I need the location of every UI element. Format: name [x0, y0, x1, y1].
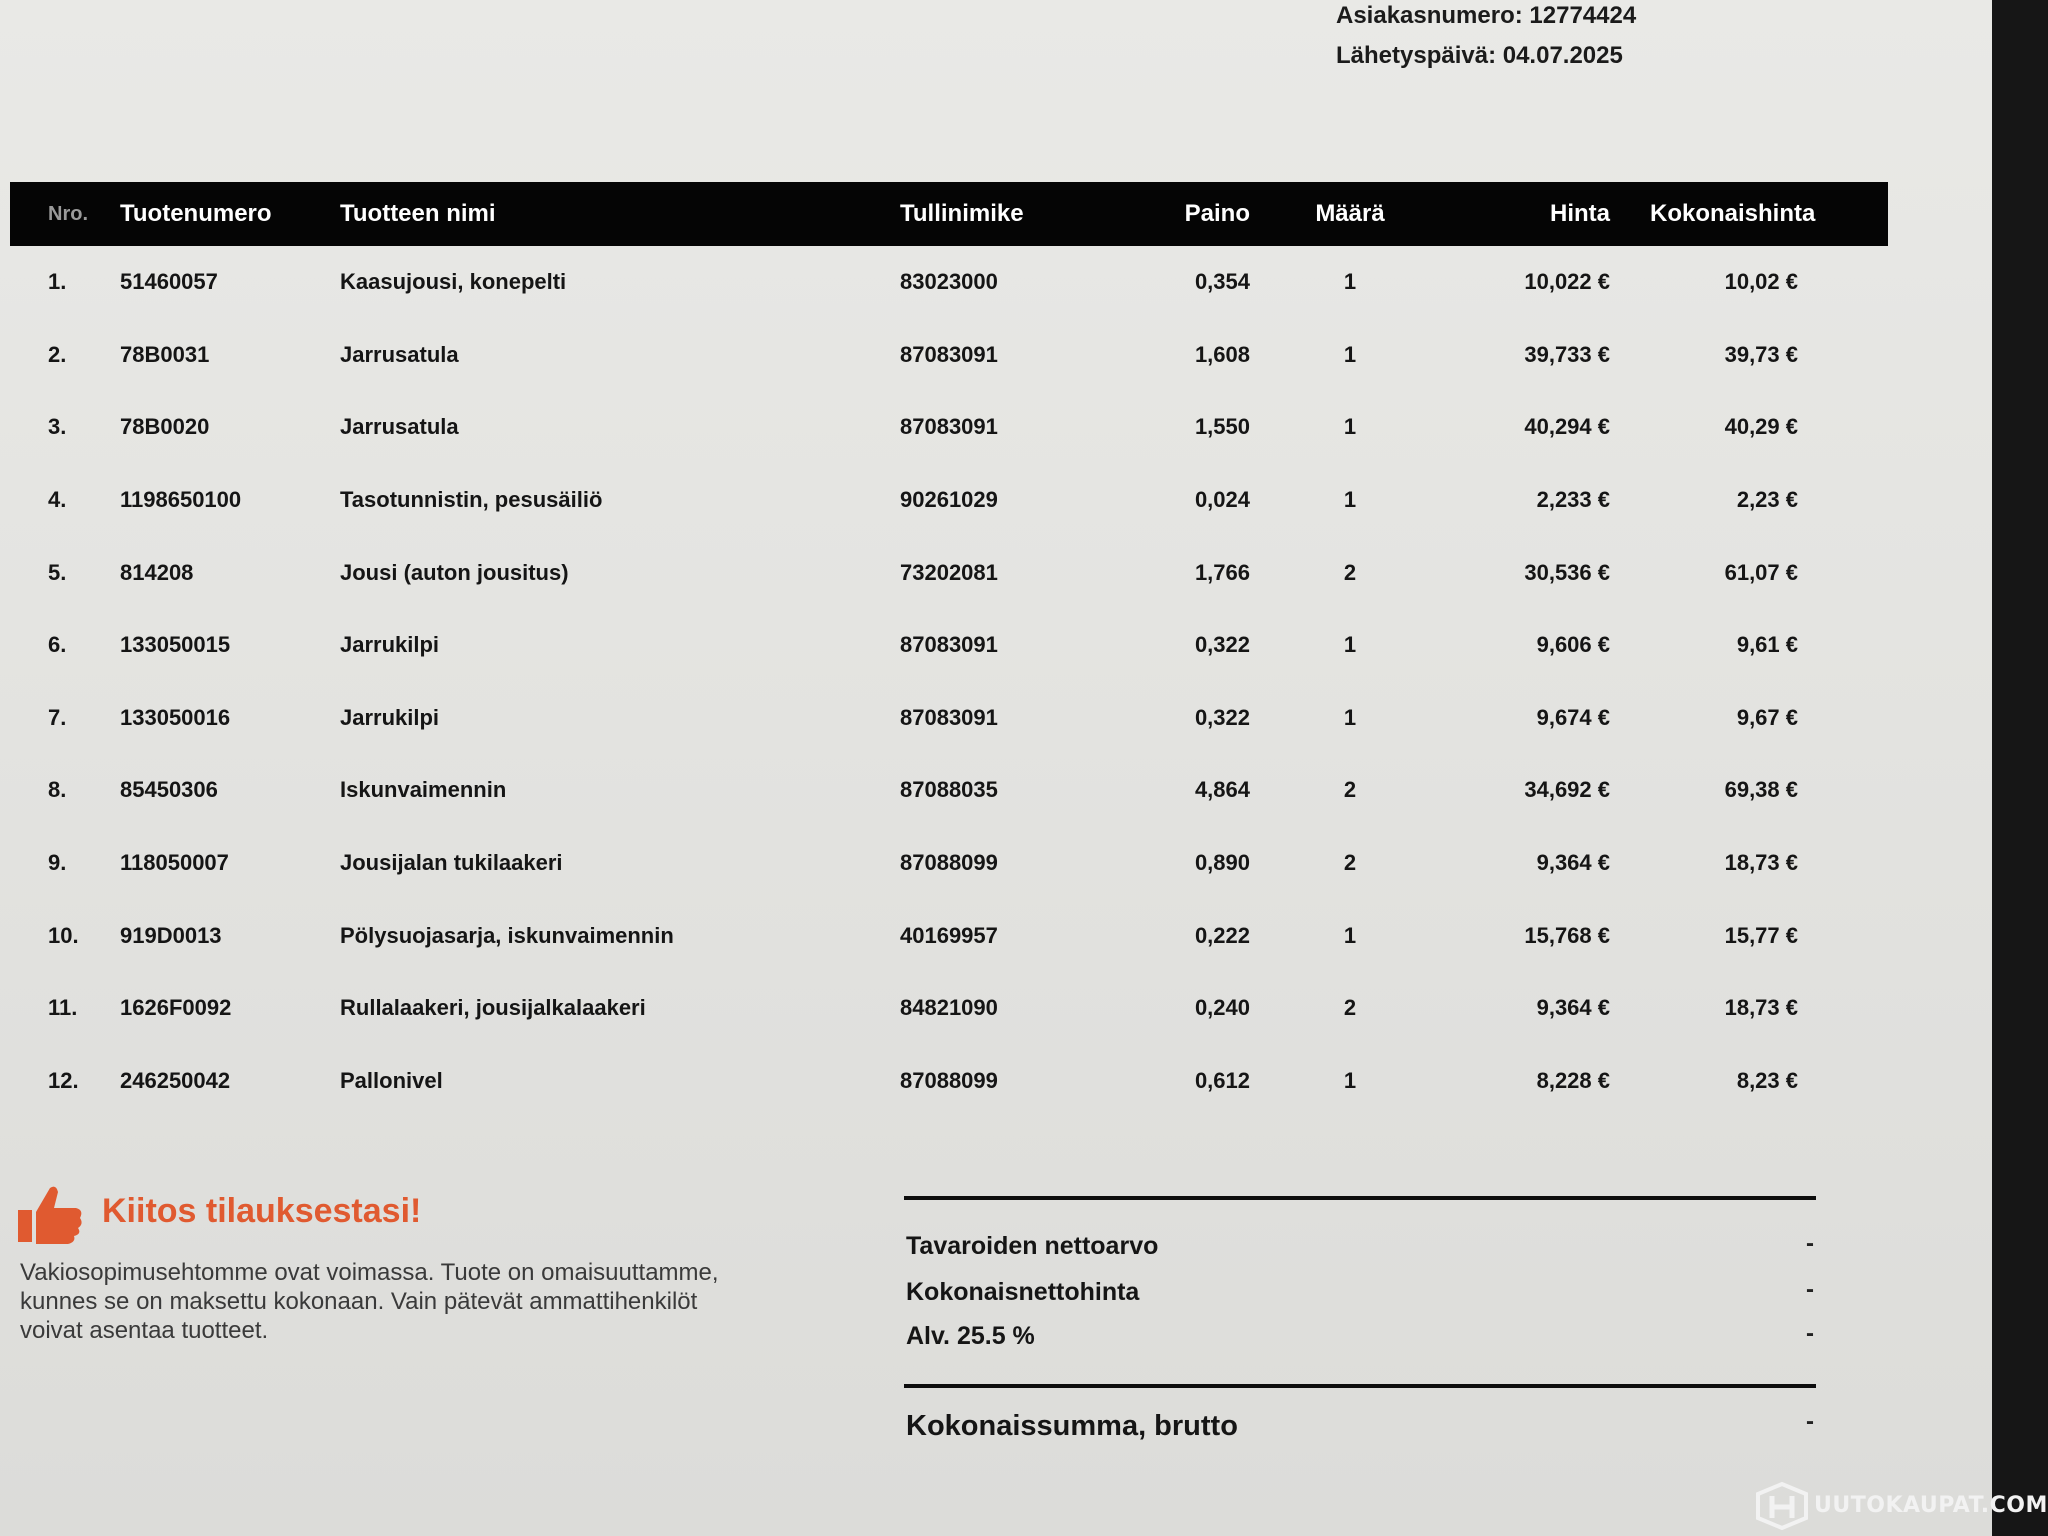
row-product-name: Rullalaakeri, jousijalkalaakeri: [340, 995, 646, 1021]
row-weight: 0,222: [1194, 922, 1250, 948]
row-price: 9,364 €: [1536, 995, 1610, 1021]
table-row: [10, 609, 1888, 682]
row-nro: 10.: [48, 922, 79, 948]
customer-number: Asiakasnumero: 12774424: [1336, 2, 1637, 29]
row-weight: 0,024: [1194, 487, 1250, 513]
ship-date: Lähetyspäivä: 04.07.2025: [1336, 42, 1623, 69]
row-part-number: 85450306: [120, 777, 218, 803]
col-header-part-number: Tuotenumero: [120, 200, 272, 227]
row-nro: 5.: [48, 559, 67, 585]
vat-value: -: [1806, 1320, 1814, 1347]
row-nro: 6.: [48, 632, 67, 658]
row-total-price: 9,61 €: [1736, 632, 1798, 658]
row-total-price: 61,07 €: [1724, 559, 1798, 585]
row-total-price: 18,73 €: [1724, 850, 1798, 876]
row-part-number: 133050016: [120, 704, 231, 730]
row-price: 40,294 €: [1524, 414, 1610, 440]
row-part-number: 1198650100: [120, 487, 242, 513]
table-row: [10, 682, 1888, 755]
row-price: 15,768 €: [1524, 922, 1610, 948]
row-price: 2,233 €: [1536, 487, 1610, 513]
row-part-number: 78B0020: [120, 414, 210, 440]
row-nro: 4.: [48, 487, 67, 513]
row-nro: 11.: [48, 995, 78, 1021]
table-row: [10, 899, 1888, 972]
row-nro: 8.: [48, 777, 67, 803]
row-product-name: Pallonivel: [340, 1067, 443, 1093]
row-weight: 0,322: [1194, 704, 1250, 730]
row-product-name: Jousi (auton jousitus): [340, 559, 569, 585]
row-quantity: 1: [1343, 704, 1357, 730]
row-total-price: 8,23 €: [1736, 1067, 1798, 1093]
items-table: [10, 182, 1888, 1117]
row-total-price: 15,77 €: [1724, 922, 1798, 948]
row-customs-code: 87083091: [900, 414, 998, 440]
row-price: 39,733 €: [1524, 341, 1610, 367]
row-quantity: 1: [1343, 341, 1357, 367]
table-body: [10, 246, 1888, 1117]
col-header-weight: Paino: [1184, 200, 1250, 227]
thanks-title: Kiitos tilauksestasi!: [102, 1192, 422, 1230]
row-weight: 0,890: [1194, 850, 1250, 876]
table-row: [10, 1045, 1888, 1118]
table-row: [10, 246, 1888, 319]
row-quantity: 1: [1343, 487, 1357, 513]
row-quantity: 1: [1343, 632, 1357, 658]
row-customs-code: 40169957: [900, 922, 998, 948]
table-row: [10, 972, 1888, 1045]
net-goods-value: -: [1806, 1230, 1814, 1257]
gross-total-value: -: [1806, 1408, 1814, 1435]
row-part-number: 51460057: [120, 269, 218, 295]
watermark-text: UUTOKAUPAT.COM: [1814, 1492, 2048, 1518]
row-quantity: 2: [1343, 995, 1357, 1021]
row-part-number: 118050007: [120, 850, 229, 876]
row-weight: 0,240: [1194, 995, 1250, 1021]
row-weight: 4,864: [1194, 777, 1250, 803]
row-nro: 7.: [48, 704, 67, 730]
row-weight: 1,608: [1194, 341, 1250, 367]
col-header-quantity: Määrä: [1315, 200, 1385, 227]
watermark: [1754, 1480, 2048, 1530]
row-part-number: 919D0013: [120, 922, 222, 948]
terms-text: Vakiosopimusehtomme ovat voimassa. Tuote on omaisuuttamme, kunnes se on maksettu kokonaan. Vain pätevät ammattihenkilöt voivat asentaa tuotteet.: [20, 1259, 719, 1344]
row-part-number: 1626F0092: [120, 995, 232, 1021]
row-nro: 1.: [48, 269, 67, 295]
row-product-name: Jousijalan tukilaakeri: [340, 850, 563, 876]
row-customs-code: 87088035: [900, 777, 998, 803]
row-nro: 9.: [48, 850, 67, 876]
row-price: 9,364 €: [1536, 850, 1610, 876]
row-nro: 3.: [48, 414, 67, 440]
row-total-price: 10,02 €: [1724, 269, 1798, 295]
table-row: [10, 827, 1888, 900]
row-customs-code: 73202081: [900, 559, 998, 585]
table-row: [10, 754, 1888, 827]
row-customs-code: 87088099: [900, 850, 998, 876]
row-price: 30,536 €: [1524, 559, 1610, 585]
thumbs-up-icon: [16, 1184, 84, 1246]
row-price: 8,228 €: [1536, 1067, 1610, 1093]
table-row: [10, 319, 1888, 392]
row-quantity: 1: [1343, 1067, 1357, 1093]
row-product-name: Pölysuojasarja, iskunvaimennin: [340, 922, 674, 948]
row-price: 9,674 €: [1536, 704, 1610, 730]
row-customs-code: 87088099: [900, 1067, 998, 1093]
row-total-price: 40,29 €: [1724, 414, 1798, 440]
row-customs-code: 87083091: [900, 341, 998, 367]
row-customs-code: 90261029: [900, 487, 998, 513]
col-header-price: Hinta: [1550, 200, 1610, 227]
row-part-number: 133050015: [120, 632, 231, 658]
col-header-product-name: Tuotteen nimi: [340, 200, 496, 227]
table-row: [10, 536, 1888, 609]
row-price: 34,692 €: [1524, 777, 1610, 803]
row-quantity: 1: [1343, 922, 1357, 948]
row-quantity: 2: [1343, 559, 1357, 585]
col-header-customs-code: Tullinimike: [900, 200, 1024, 227]
row-nro: 2.: [48, 341, 67, 367]
row-product-name: Jarrukilpi: [340, 704, 440, 730]
row-total-price: 2,23 €: [1736, 487, 1798, 513]
row-product-name: Jarrusatula: [340, 341, 459, 367]
total-net-label: Kokonaisnettohinta: [906, 1278, 1140, 1306]
row-weight: 1,550: [1194, 414, 1250, 440]
row-quantity: 2: [1343, 850, 1357, 876]
row-price: 10,022 €: [1524, 269, 1610, 295]
huutokaupat-logo-icon: [1754, 1480, 1810, 1530]
row-part-number: 814208: [120, 559, 194, 585]
table-row: [10, 391, 1888, 464]
row-price: 9,606 €: [1536, 632, 1610, 658]
total-net-value: -: [1806, 1276, 1814, 1303]
vat-label: Alv. 25.5 %: [906, 1322, 1035, 1350]
col-header-total-price: Kokonaishinta: [1650, 200, 1816, 227]
row-quantity: 1: [1343, 269, 1357, 295]
row-weight: 1,766: [1194, 559, 1250, 585]
row-weight: 0,354: [1194, 269, 1250, 295]
row-customs-code: 84821090: [900, 995, 998, 1021]
row-total-price: 69,38 €: [1724, 777, 1798, 803]
row-quantity: 2: [1343, 777, 1357, 803]
row-nro: 12.: [48, 1067, 79, 1093]
summary-divider-bottom: [904, 1384, 1816, 1388]
row-product-name: Iskunvaimennin: [340, 777, 507, 803]
table-row: [10, 464, 1888, 537]
row-part-number: 246250042: [120, 1067, 231, 1093]
row-product-name: Jarrukilpi: [340, 632, 440, 658]
row-weight: 0,322: [1194, 632, 1250, 658]
col-header-nro: Nro.: [48, 202, 88, 225]
net-goods-label: Tavaroiden nettoarvo: [906, 1232, 1159, 1260]
row-product-name: Tasotunnistin, pesusäiliö: [340, 487, 603, 513]
row-part-number: 78B0031: [120, 341, 210, 367]
summary-divider-top: [904, 1196, 1816, 1200]
row-quantity: 1: [1343, 414, 1357, 440]
row-customs-code: 83023000: [900, 269, 998, 295]
row-weight: 0,612: [1194, 1067, 1250, 1093]
gross-total-label: Kokonaissumma, brutto: [906, 1410, 1238, 1442]
screen-edge: [1992, 0, 2048, 1536]
row-customs-code: 87083091: [900, 632, 998, 658]
row-total-price: 9,67 €: [1736, 704, 1798, 730]
row-total-price: 18,73 €: [1724, 995, 1798, 1021]
table-header-row: [10, 182, 1888, 246]
row-customs-code: 87083091: [900, 704, 998, 730]
row-product-name: Jarrusatula: [340, 414, 459, 440]
row-total-price: 39,73 €: [1724, 341, 1798, 367]
row-product-name: Kaasujousi, konepelti: [340, 269, 567, 295]
